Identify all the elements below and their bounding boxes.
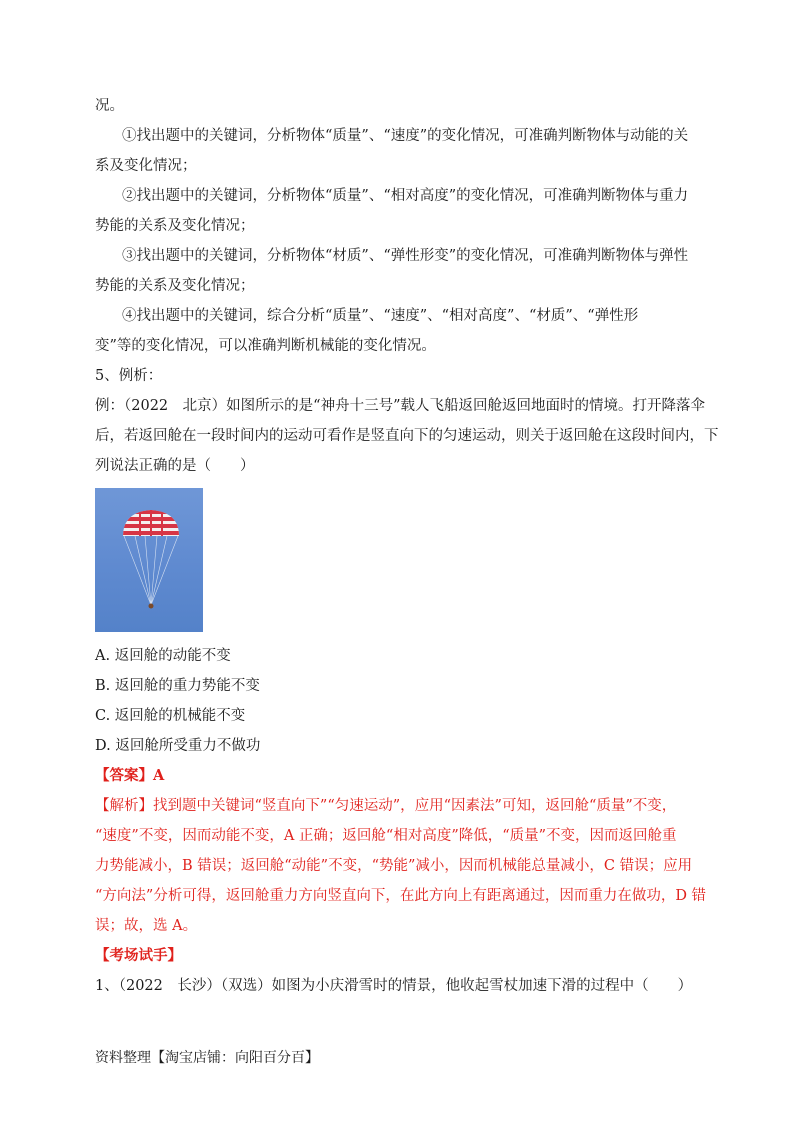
question-text: 例：（2022 北京）如图所示的是“神舟十三号”载人飞船返回舱返回地面时的情境。打开降落伞 — [95, 398, 705, 414]
practice-heading: 【考场试手】 — [95, 947, 182, 964]
section-heading: 5、例析： — [95, 368, 163, 384]
analysis-text: “方向法”分析可得，返回舱重力方向竖直向下，在此方向上有距离通过，因而重力在做功，D 错 — [95, 888, 707, 904]
text-line: 变”等的变化情况，可以准确判断机械能的变化情况。 — [95, 338, 436, 354]
text-line: ④找出题中的关键词，综合分析“质量”、“速度”、“相对高度”、“材质”、“弹性形 — [122, 308, 639, 324]
analysis-text: “速度”不变，因而动能不变，A 正确；返回舱“相对高度”降低，“质量”不变，因而返回舱重 — [95, 828, 677, 844]
text-line: ②找出题中的关键词，分析物体“质量”、“相对高度”的变化情况，可准确判断物体与重力 — [122, 188, 689, 204]
parachute-descent-photo — [95, 488, 203, 632]
option-a: A. 返回舱的动能不变 — [95, 648, 231, 664]
option-c: C. 返回舱的机械能不变 — [95, 708, 246, 724]
answer-label: 【答案】A — [95, 767, 165, 784]
analysis-text: 力势能减小，B 错误；返回舱“动能”不变，“势能”减小，因而机械能总量减小，C 错误；应用 — [95, 858, 693, 874]
analysis-text: 误；故，选 A。 — [95, 918, 198, 934]
option-d: D. 返回舱所受重力不做功 — [95, 738, 261, 754]
text-line: 势能的关系及变化情况； — [95, 218, 255, 234]
option-b: B. 返回舱的重力势能不变 — [95, 678, 260, 694]
parachute-icon — [95, 488, 203, 632]
practice-question: 1、（2022 长沙）（双选）如图为小庆滑雪时的情景，他收起雪杖加速下滑的过程中（ ） — [95, 978, 693, 994]
text-line: ①找出题中的关键词，分析物体“质量”、“速度”的变化情况，可准确判断物体与动能的关 — [122, 128, 689, 144]
text-line: 况。 — [95, 98, 124, 114]
question-text: 列说法正确的是（ ） — [95, 458, 255, 474]
text-line: 势能的关系及变化情况； — [95, 278, 255, 294]
text-line: ③找出题中的关键词，分析物体“材质”、“弹性形变”的变化情况，可准确判断物体与弹性 — [122, 248, 689, 264]
page-footer: 资料整理【淘宝店铺：向阳百分百】 — [95, 1050, 319, 1066]
text-line: 系及变化情况； — [95, 158, 197, 174]
analysis-text: 【解析】找到题中关键词“竖直向下”“匀速运动”，应用“因素法”可知，返回舱“质量”不变， — [95, 798, 677, 814]
question-text: 后，若返回舱在一段时间内的运动可看作是竖直向下的匀速运动，则关于返回舱在这段时间内，下 — [95, 428, 719, 444]
